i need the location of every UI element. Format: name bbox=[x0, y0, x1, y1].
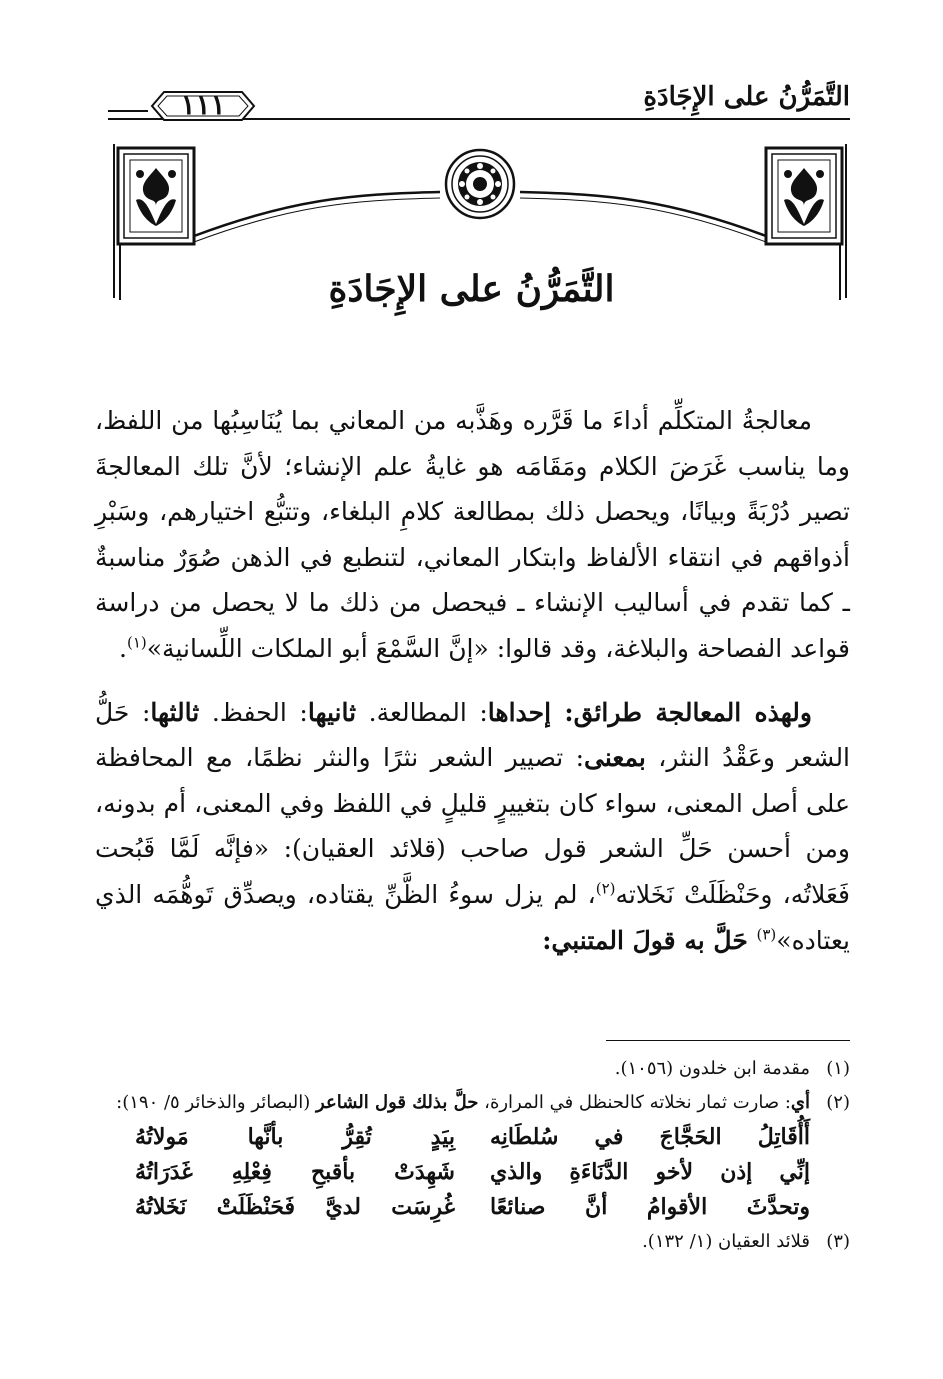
verse-3-first-hemistich: وتحدَّثَ الأقوامُ أنَّ صنائعًا bbox=[490, 1194, 810, 1220]
footnote-2 bbox=[95, 1086, 850, 1120]
footnotes bbox=[95, 1052, 850, 1259]
chapter-title: التَّمَرُّنُ على الإِجَادَةِ bbox=[328, 268, 615, 310]
paragraph-1 bbox=[95, 398, 850, 672]
verse-3-second-hemistich: غُرِسَت لديَّ فَحَنْظَلَتْ نَخَلاتُهُ bbox=[135, 1194, 455, 1220]
footnote-2-number: (٢) bbox=[826, 1092, 850, 1113]
footnote-3-text: قلائد العقيان (١/ ١٣٢). bbox=[642, 1231, 810, 1252]
footnote-2-rest: (البصائر والذخائر ٥/ ١٩٠): bbox=[116, 1092, 317, 1113]
body-text bbox=[95, 398, 850, 963]
footnote-1-number: (١) bbox=[826, 1058, 850, 1079]
running-title: التَّمَرُّنُ على الإِجَادَةِ bbox=[643, 82, 850, 112]
verse-1-first-hemistich: أَأُقَاتِلُ الحَجَّاجَ في سُلطَانِه bbox=[490, 1124, 810, 1150]
footnote-2-label: أي bbox=[790, 1092, 810, 1113]
medallion-icon bbox=[446, 150, 514, 218]
header-rule-double bbox=[108, 110, 148, 112]
verse-2-first-hemistich: إنِّي إذن لأخو الدَّنَاءَةِ والذي bbox=[490, 1159, 810, 1185]
paragraph-2-text-2: ، لم يزل سوءُ الظَّنِّ يقتاده، ويصدِّق تَوهُّمَه الذي يعتاده» bbox=[95, 879, 850, 955]
label-second: ثانيها bbox=[307, 697, 357, 727]
paragraph-2 bbox=[95, 690, 850, 964]
footnote-ref-2: (٢) bbox=[595, 879, 616, 898]
footnote-1 bbox=[95, 1052, 850, 1086]
footnote-2-body bbox=[95, 1086, 810, 1120]
footnote-2-text: : صارت ثمار نخلاته كالحنظل في المرارة، bbox=[478, 1092, 791, 1113]
page-number-badge bbox=[148, 86, 258, 126]
verse bbox=[135, 1155, 810, 1190]
footnote-1-text: مقدمة ابن خلدون (١٠٥٦). bbox=[614, 1058, 810, 1079]
poem bbox=[135, 1120, 810, 1225]
label-meaning: بمعنى bbox=[584, 743, 646, 773]
footnote-ref-1: (١) bbox=[126, 633, 147, 652]
page-number: ١١١ bbox=[180, 88, 226, 121]
footnote-3-number: (٣) bbox=[826, 1231, 850, 1252]
verse-1-second-hemistich: بِيَدٍ تُقِرُّ بأنَّها مَولاتُهُ bbox=[135, 1124, 455, 1150]
paragraph-1-end: . bbox=[119, 633, 127, 663]
paragraph-2-close: حَلَّ به قولَ المتنبي: bbox=[542, 925, 757, 955]
text-second: : الحفظ. bbox=[199, 697, 308, 727]
footnote-separator bbox=[606, 1040, 850, 1041]
label-first: إحداها bbox=[487, 697, 552, 727]
footnote-2-bold: حلَّ بذلك قول الشاعر bbox=[316, 1092, 479, 1113]
footnote-ref-3: (٣) bbox=[756, 925, 777, 944]
verse bbox=[135, 1190, 810, 1225]
running-header bbox=[108, 80, 850, 124]
paragraph-2-text: : تصيير الشعر نثرًا والنثر نظمًا، مع المحافظة على أصل المعنى، سواء كان بتغييرٍ قليلٍ في اللفظ وفي المعنى، أم بدونه، ومن أحسن حَلِّ الشعر قول صاحب (قلائد العقيان): «فإنَّه لَمَّا قَبُحت فَعَلاتُه، وحَنْظَلَتْ نَخَلاته bbox=[95, 743, 850, 909]
label-third: ثالثها bbox=[150, 697, 200, 727]
paragraph-2-lead: ولهذه المعالجة طرائق: bbox=[551, 697, 812, 727]
verse-2-second-hemistich: شَهِدَتْ بأقبحِ فِعْلِهِ غَدَرَاتُهُ bbox=[135, 1159, 455, 1185]
text-third: : حَلُّ الشعر وعَقْدُ النثر، bbox=[95, 697, 851, 773]
verse bbox=[135, 1120, 810, 1155]
text-first: : المطالعة. bbox=[356, 697, 488, 727]
paragraph-1-text: معالجةُ المتكلِّم أداءَ ما قَرَّره وهَذَّبه من المعاني بما يُنَاسِبُها من اللفظ، وما يناسب غَرَضَ الكلام ومَقَامَه هو غايةُ علم الإنشاء؛ لأنَّ تلك المعالجةَ تصير دُرْبَةً وبيانًا، ويحصل ذلك بمطالعة كلامِ البلغاء، وتتبُّع اختيارهم، وسَبْرِ أذواقهم في انتقاء الألفاظ وابتكار المعاني، لتنطبع في الذهن صُوَرٌ مناسبةٌ ـ كما تقدم في أساليب الإنشاء ـ فيحصل من ذلك ما لا يحصل من دراسة قواعد الفصاحة والبلاغة، وقد قالوا: «إنَّ السَّمْعَ أبو الملكات اللِّسانية» bbox=[95, 406, 850, 663]
footnote-3 bbox=[95, 1225, 850, 1259]
